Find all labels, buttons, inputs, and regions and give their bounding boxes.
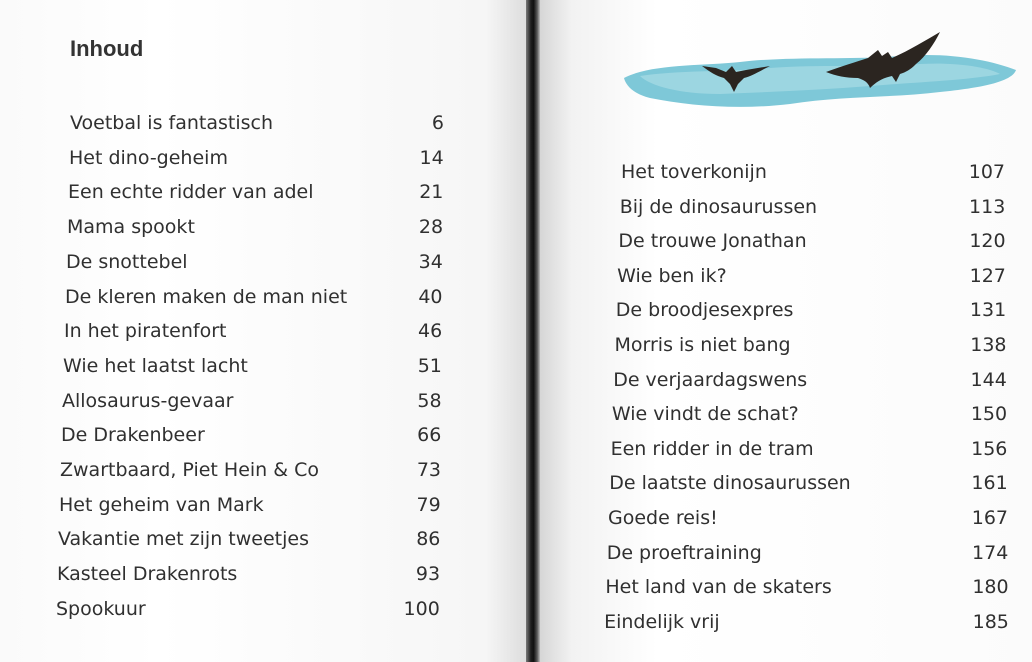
toc-entry-title: Spookuur	[56, 597, 146, 620]
toc-entry-page: 21	[419, 181, 444, 204]
toc-entry-page: 66	[417, 424, 442, 447]
toc-entry-page: 180	[972, 576, 1009, 599]
toc-entry-title: Vakantie met zijn tweetjes	[58, 528, 309, 551]
toc-entry-page: 58	[417, 389, 442, 412]
toc-entry-title: Wie het laatst lacht	[63, 354, 248, 377]
book-spine	[526, 0, 540, 662]
toc-entry-page: 40	[418, 285, 443, 308]
toc-entry-title: Voetbal is fantastisch	[70, 112, 274, 134]
toc-entry-title: De proeftraining	[606, 541, 762, 564]
toc-entry-title: Eindelijk vrij	[604, 610, 720, 633]
toc-entry-title: De kleren maken de man niet	[65, 285, 348, 308]
toc-entry-page: 144	[970, 368, 1007, 391]
toc-entry-title: Goede reis!	[608, 507, 718, 529]
toc-entry-page: 120	[969, 230, 1006, 253]
toc-entry-title: De laatste dinosaurussen	[609, 472, 851, 495]
toc-entry-page: 6	[431, 112, 444, 134]
toc-entry-title: Wie ben ik?	[617, 264, 727, 287]
toc-entry-page: 93	[415, 563, 441, 586]
toc-entry-title: Zwartbaard, Piet Hein & Co	[60, 459, 320, 481]
toc-entry-page: 156	[971, 437, 1008, 460]
toc-entry-title: Allosaurus-gevaar	[62, 389, 234, 412]
toc-entry-page: 131	[969, 299, 1007, 322]
toc-entry-title: In het piratenfort	[64, 320, 227, 343]
toc-entry-page: 14	[419, 146, 444, 169]
toc-entry-page: 127	[969, 264, 1006, 287]
toc-entry-title: Een ridder in de tram	[610, 437, 814, 460]
toc-entry-page: 167	[971, 507, 1008, 529]
toc-entry-page: 138	[970, 334, 1007, 356]
toc-entry-page: 161	[971, 472, 1008, 495]
toc-entry-title: Bij de dinosaurussen	[619, 195, 818, 218]
toc-entry-title: Kasteel Drakenrots	[57, 563, 238, 586]
toc-entry-title: Het toverkonijn	[621, 161, 767, 183]
page-title: Inhoud	[70, 36, 144, 61]
toc-entry-title: Wie vindt de schat?	[611, 403, 799, 426]
toc-entry-title: Het geheim van Mark	[59, 493, 264, 516]
toc-entry-page: 86	[416, 528, 441, 551]
toc-entry-page: 107	[968, 161, 1005, 183]
toc-entry-title: Mama spookt	[67, 216, 195, 239]
toc-entry-page: 174	[972, 541, 1009, 564]
toc-entry-title: De Drakenbeer	[61, 424, 205, 447]
toc-entry-page: 100	[403, 597, 440, 620]
toc-entry-title: De trouwe Jonathan	[618, 230, 807, 253]
toc-entry-title: De verjaardagswens	[613, 368, 808, 391]
toc-entry-title: Het land van de skaters	[605, 576, 832, 599]
toc-entry-page: 73	[416, 459, 441, 481]
bats-over-sky-illustration	[620, 26, 1020, 122]
toc-entry-page: 46	[418, 320, 443, 343]
toc-entry-page: 79	[416, 493, 441, 516]
toc-entry-page: 28	[418, 216, 444, 239]
toc-entry-page: 150	[970, 403, 1008, 426]
toc-entry-page: 113	[969, 195, 1006, 218]
toc-entry-page: 34	[418, 250, 443, 273]
toc-entry-title: Morris is niet bang	[614, 334, 791, 356]
toc-entry-title: Het dino-geheim	[69, 146, 228, 169]
toc-entry-title: De broodjesexpres	[615, 299, 794, 322]
toc-entry-title: De snottebel	[66, 250, 188, 273]
toc-entry-title: Een echte ridder van adel	[68, 181, 314, 204]
toc-entry-page: 185	[972, 610, 1009, 633]
toc-entry-page: 51	[417, 354, 442, 377]
